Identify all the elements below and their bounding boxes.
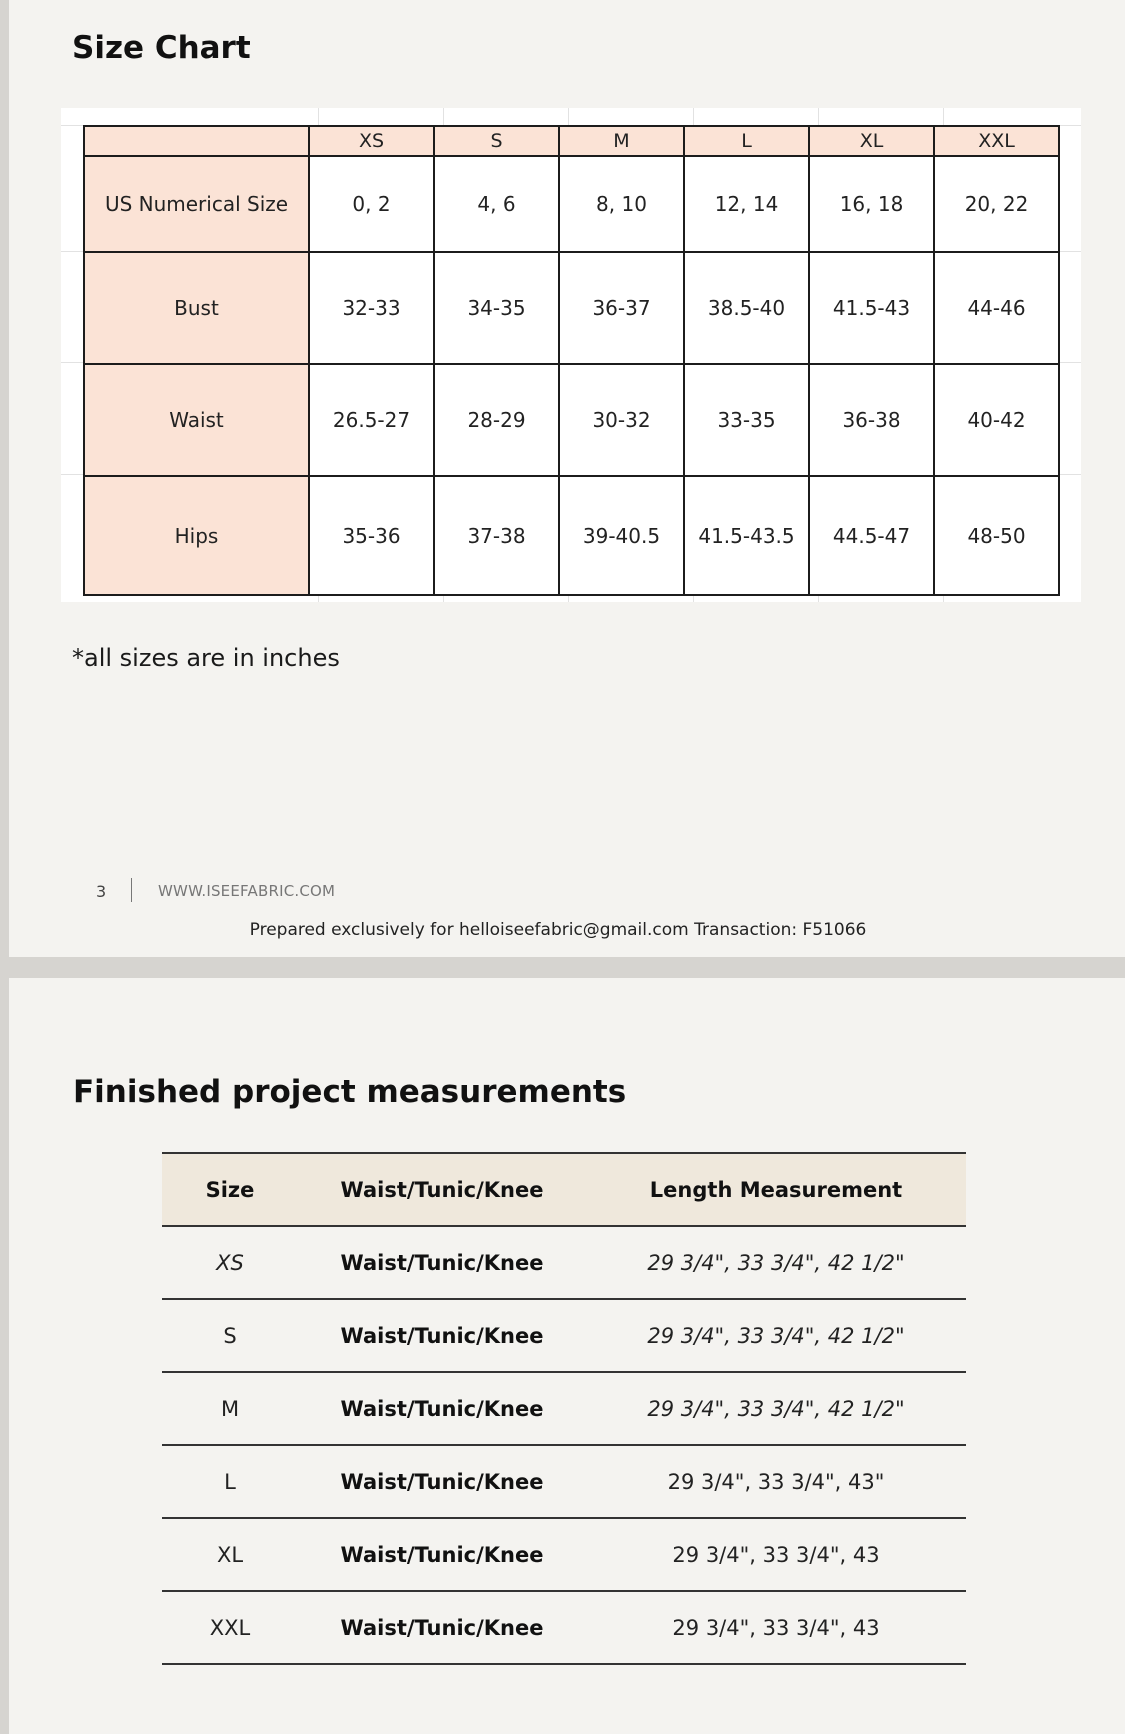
measurements-length-cell: 29 3/4", 33 3/4", 42 1/2" (586, 1299, 966, 1372)
size-chart-cell: 28-29 (434, 364, 559, 476)
size-chart-header-cell: XL (809, 126, 934, 156)
size-chart-header-cell: S (434, 126, 559, 156)
finished-measurements-table (162, 1152, 966, 1665)
size-chart-row (84, 364, 1059, 476)
size-chart-cell: 44.5-47 (809, 476, 934, 595)
size-chart-cell: 36-37 (559, 252, 684, 364)
size-chart-cell: 16, 18 (809, 156, 934, 252)
finished-measurements-title: Finished project measurements (73, 1074, 627, 1110)
size-chart-title: Size Chart (72, 30, 251, 66)
measurements-length-cell: 29 3/4", 33 3/4", 42 1/2" (586, 1226, 966, 1299)
measurements-area-cell: Waist/Tunic/Knee (298, 1372, 586, 1445)
measurements-area-cell: Waist/Tunic/Knee (298, 1591, 586, 1664)
measurements-area-cell: Waist/Tunic/Knee (298, 1299, 586, 1372)
measurements-header-cell: Length Measurement (586, 1153, 966, 1226)
measurements-area-cell: Waist/Tunic/Knee (298, 1226, 586, 1299)
size-chart-row (84, 252, 1059, 364)
size-chart-row-label: US Numerical Size (84, 156, 309, 252)
size-chart-corner-cell (84, 126, 309, 156)
size-chart-row (84, 476, 1059, 595)
size-chart-row-label: Hips (84, 476, 309, 595)
measurements-row (162, 1226, 966, 1299)
measurements-size-cell: XS (162, 1226, 298, 1299)
measurements-area-cell: Waist/Tunic/Knee (298, 1518, 586, 1591)
footer-divider (131, 878, 132, 902)
page-number: 3 (96, 882, 107, 901)
measurements-size-cell: M (162, 1372, 298, 1445)
size-chart-cell: 12, 14 (684, 156, 809, 252)
size-chart-cell: 41.5-43.5 (684, 476, 809, 595)
size-chart-cell: 34-35 (434, 252, 559, 364)
size-chart-header-cell: M (559, 126, 684, 156)
measurements-row (162, 1591, 966, 1664)
measurements-length-cell: 29 3/4", 33 3/4", 43 (586, 1591, 966, 1664)
size-chart-cell: 36-38 (809, 364, 934, 476)
size-chart-cell: 26.5-27 (309, 364, 434, 476)
measurements-length-cell: 29 3/4", 33 3/4", 43" (586, 1445, 966, 1518)
size-chart-cell: 38.5-40 (684, 252, 809, 364)
size-chart-cell: 48-50 (934, 476, 1059, 595)
measurements-header-cell: Waist/Tunic/Knee (298, 1153, 586, 1226)
measurements-length-cell: 29 3/4", 33 3/4", 42 1/2" (586, 1372, 966, 1445)
size-chart-header-row (84, 126, 1059, 156)
measurements-length-cell: 29 3/4", 33 3/4", 43 (586, 1518, 966, 1591)
measurements-row (162, 1299, 966, 1372)
size-chart-cell: 41.5-43 (809, 252, 934, 364)
size-chart-cell: 33-35 (684, 364, 809, 476)
size-chart-row (84, 156, 1059, 252)
size-chart-cell: 35-36 (309, 476, 434, 595)
measurements-row (162, 1518, 966, 1591)
size-chart-cell: 37-38 (434, 476, 559, 595)
size-chart-table (83, 125, 1060, 596)
sizes-note: *all sizes are in inches (72, 644, 340, 672)
size-chart-cell: 39-40.5 (559, 476, 684, 595)
size-chart-row-label: Waist (84, 364, 309, 476)
size-chart-cell: 44-46 (934, 252, 1059, 364)
size-chart-cell: 40-42 (934, 364, 1059, 476)
measurements-header-cell: Size (162, 1153, 298, 1226)
measurements-size-cell: XL (162, 1518, 298, 1591)
measurements-size-cell: S (162, 1299, 298, 1372)
measurements-size-cell: L (162, 1445, 298, 1518)
size-chart-cell: 30-32 (559, 364, 684, 476)
size-chart-header-cell: L (684, 126, 809, 156)
measurements-area-cell: Waist/Tunic/Knee (298, 1445, 586, 1518)
measurements-header-row (162, 1153, 966, 1226)
measurements-size-cell: XXL (162, 1591, 298, 1664)
measurements-row (162, 1372, 966, 1445)
prepared-for-line: Prepared exclusively for helloiseefabric@gmail.com Transaction: F51066 (249, 920, 867, 940)
size-chart-header-cell: XS (309, 126, 434, 156)
size-chart-cell: 0, 2 (309, 156, 434, 252)
size-chart-cell: 4, 6 (434, 156, 559, 252)
measurements-row (162, 1445, 966, 1518)
size-chart-header-cell: XXL (934, 126, 1059, 156)
size-chart-cell: 32-33 (309, 252, 434, 364)
size-chart-row-label: Bust (84, 252, 309, 364)
size-chart-cell: 20, 22 (934, 156, 1059, 252)
size-chart-cell: 8, 10 (559, 156, 684, 252)
footer-url: WWW.ISEEFABRIC.COM (158, 882, 336, 900)
